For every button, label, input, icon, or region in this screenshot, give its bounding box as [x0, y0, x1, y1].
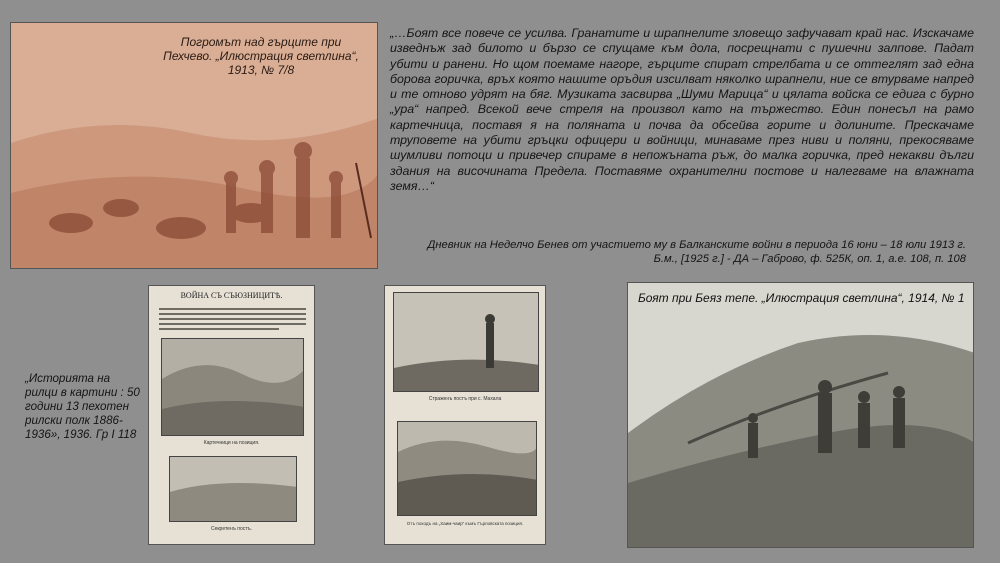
page2-photo-art-1 — [394, 293, 539, 392]
beaz-tepe-photo-art — [628, 283, 974, 548]
quote-source-line-2: Б.м., [1925 г.] - ДА – Габрово, ф. 525К, оп. 1, а.е. 108, п. 108 — [653, 253, 966, 265]
page1-photo-outpost — [169, 456, 297, 522]
page2-caption-1: Страженъ постъ при с. Махала — [428, 396, 502, 402]
pogrom-caption: Погромът над гърците при Пехчево. „Илюстрация светлина“, 1913, № 7/8 — [163, 35, 359, 77]
beaz-tepe-caption: Боят при Беяз тепе. „Илюстрация светлина“, 1914, № 1 — [638, 291, 965, 305]
diary-quote: „…Боят все повече се усилва. Гранатите и шрапнелите зловещо зафучават край нас. Изскачаме изведнъж зад билото и бързо се спущаме към дола, посрещнати с пушечни залпове. Падат убити и ранени. Но щом поемаме нагоре, гърците спират стрелбата и се оттеглят зад една борова горичка, връх която нашите оръдия изсилват няколко шрапнели, ние се втурваме напред и те отново удрят на бяг. Музиката засвирва „Шуми Марица“ и цялата войска се едига с бурно „ура“ напред. Всекой вече стреля на произвол като на тържество. Един понесъл на рамо картечница, поставя я на поляната и почва да обсейва горите и долините. Прескачаме труповете на убити гръцки офицери и войници, минаваме през ниви и поляни, прекосяваме шумливи потоци и привечер спираме в непожънатa ръж, до малка горичка, пред некакви дълги здания на височината Предела. Поставяме охранителни постове и налегваме на влажната земя…“ — [390, 26, 974, 193]
page1-caption-2: Секретенъ постъ. — [210, 526, 253, 532]
page2-caption-2: Отъ походъ на „Хаим-чаир“ къмъ Гърловската позиция. — [406, 521, 524, 526]
quote-source — [398, 238, 966, 266]
beaz-tepe-photo — [627, 282, 974, 548]
page1-photo-art-1 — [162, 339, 304, 436]
page1-photo-art-2 — [170, 457, 297, 522]
book-caption: „Историята на рилци в картини : 50 години 13 пехотен рилски полк 1886-1936», 1936. Гр І 118 — [25, 372, 140, 441]
page1-heading: ВОЙНА СЪ СЪЮЗНИЦИТѢ. — [180, 291, 283, 300]
page1-caption-1: Картечници на позиция. — [203, 440, 260, 446]
page2-photo-art-2 — [398, 422, 537, 516]
page2-photo-march — [397, 421, 537, 516]
page1-photo-machine-guns — [161, 338, 304, 436]
quote-source-line-1: Дневник на Неделчо Бенев от участието му в Балканските войни в периода 16 юни – 18 юли 1913 г. — [427, 239, 966, 251]
magazine-page-1 — [148, 285, 315, 545]
page2-photo-guard-post — [393, 292, 539, 392]
pogrom-illustration — [10, 22, 378, 269]
magazine-page-2 — [384, 285, 546, 545]
